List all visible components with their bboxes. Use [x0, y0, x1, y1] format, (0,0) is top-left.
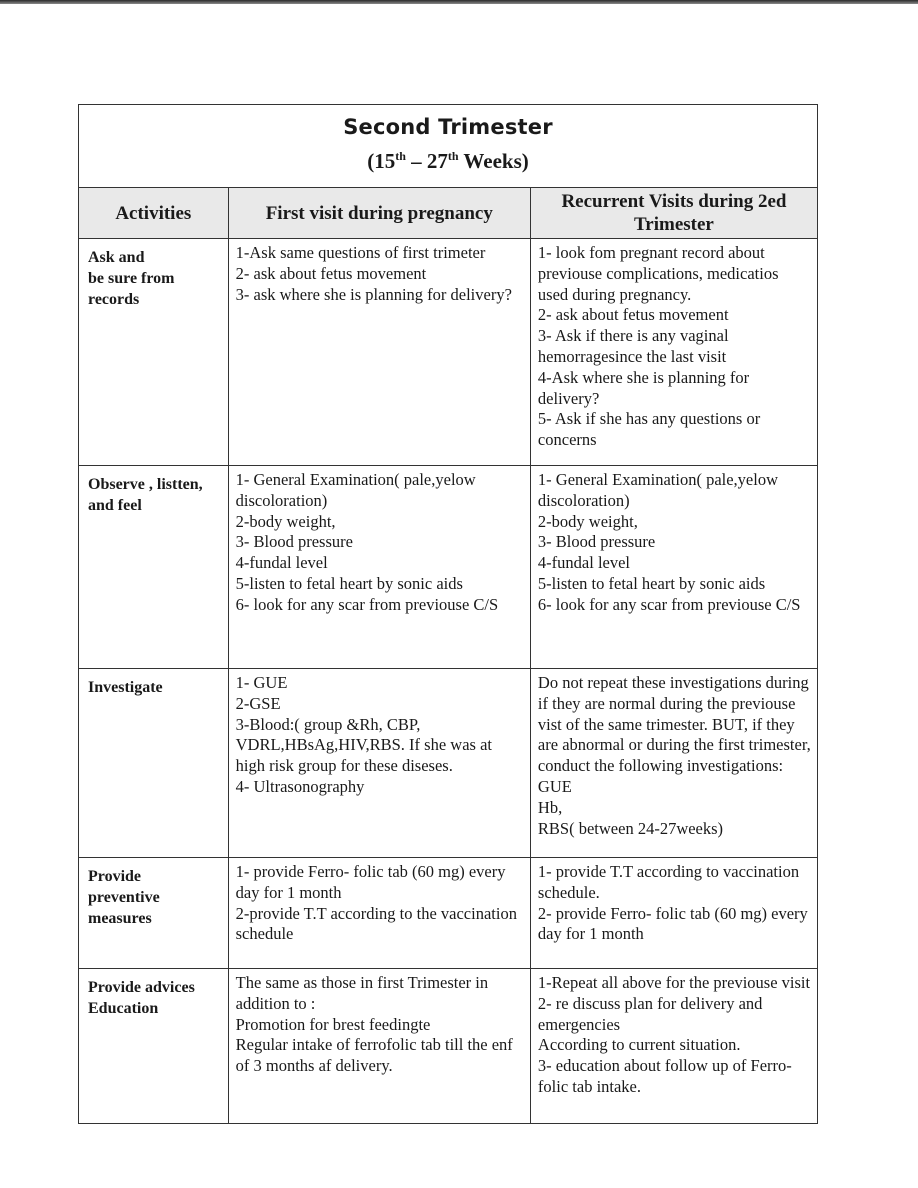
activity-cell: [79, 466, 229, 669]
week-range-part: th: [395, 149, 406, 163]
week-range-part: th: [447, 149, 459, 163]
week-range-part: – 27: [405, 149, 448, 173]
activity-cell: [79, 858, 229, 969]
cell-text-line: 2-provide T.T according to the vaccination schedule: [235, 903, 517, 944]
table-row: [79, 239, 818, 466]
cell-text-line: 3- Blood pressure: [235, 532, 353, 552]
cell-text-line: 4-fundal level: [537, 553, 631, 573]
cell-text-line: Provide: [88, 868, 142, 885]
cell-text-line: measures: [88, 910, 152, 927]
cell-text-line: 1- General Examination( pale,yelow discoloration): [235, 470, 476, 510]
week-range-part: Weeks): [458, 149, 529, 173]
cell-text-line: Education: [88, 1000, 159, 1017]
cell-text-line: According to current situation.: [537, 1035, 741, 1055]
cell-text-line: 3- ask where she is planning for delivery?: [235, 284, 512, 304]
cell-text-line: 1-Ask same questions of first trimeter: [235, 243, 486, 262]
cell-text-line: 1- General Examination( pale,yelow discoloration): [537, 470, 778, 510]
cell-text-line: 6- look for any scar from previouse C/S: [235, 594, 499, 614]
cell-text-line: 5-listen to fetal heart by sonic aids: [537, 573, 766, 593]
recurrent-visit-cell: [530, 858, 817, 969]
table-row: [79, 466, 818, 669]
cell-text-line: 3- Ask if there is any vaginal hemorragesince the last visit: [537, 326, 729, 366]
cell-text-line: 1- look fom pregnant record about previouse complications, medicatios used during pregnancy.: [537, 243, 779, 304]
table-row: [79, 858, 818, 969]
cell-text-line: 1-Repeat all above for the previouse visit: [537, 973, 811, 992]
week-range: [79, 141, 817, 176]
cell-text-line: 4-Ask where she is planning for delivery?: [537, 367, 750, 408]
recurrent-visit-cell: [530, 239, 817, 466]
cell-text-line: 2-body weight,: [537, 511, 638, 531]
cell-text-line: 5- Ask if she has any questions or concerns: [537, 409, 761, 450]
cell-text-line: records: [88, 291, 140, 308]
header-first-visit: First visit during pregnancy: [228, 188, 530, 239]
recurrent-visit-cell: [530, 669, 817, 858]
cell-text-line: 3- Blood pressure: [537, 532, 656, 552]
table-row: [79, 669, 818, 858]
activity-cell: [79, 239, 229, 466]
first-visit-cell: [228, 466, 530, 669]
first-visit-cell: [228, 858, 530, 969]
cell-text-line: 2- ask about fetus movement: [235, 263, 427, 283]
title-cell: [79, 105, 818, 188]
cell-text-line: 1- provide Ferro- folic tab (60 mg) every day for 1 month: [235, 862, 506, 902]
cell-text-line: 2-body weight,: [235, 511, 336, 531]
page-title: Second Trimester: [343, 115, 553, 139]
cell-text-line: Provide advices: [88, 979, 195, 996]
cell-text-line: and feel: [88, 497, 142, 514]
first-visit-cell: [228, 969, 530, 1124]
cell-text-line: be sure from: [88, 270, 175, 287]
recurrent-visit-cell: [530, 466, 817, 669]
scan-edge: [0, 0, 918, 4]
cell-text-line: Observe , listten,: [88, 476, 203, 493]
cell-text-line: 2- re discuss plan for delivery and emergencies: [537, 993, 763, 1034]
cell-text-line: Ask and: [88, 249, 145, 266]
first-visit-cell: [228, 239, 530, 466]
trimester-table: [78, 104, 818, 1124]
recurrent-visit-cell: [530, 969, 817, 1124]
cell-text-line: 1- GUE: [235, 673, 288, 692]
table-row: [79, 969, 818, 1124]
header-recurrent-visits: Recurrent Visits during 2ed Trimester: [530, 188, 817, 239]
week-range-part: (15: [367, 149, 396, 173]
cell-text-line: RBS( between 24-27weeks): [537, 818, 724, 838]
cell-text-line: Regular intake of ferrofolic tab till the enf of 3 months af delivery.: [235, 1035, 513, 1076]
cell-text-line: Investigate: [88, 679, 163, 696]
cell-text-line: The same as those in first Trimester in addition to :: [235, 973, 489, 1013]
cell-text-line: 4-fundal level: [235, 553, 328, 573]
header-activities: Activities: [79, 188, 229, 239]
cell-text-line: GUE: [537, 776, 572, 796]
activity-cell: [79, 669, 229, 858]
cell-text-line: 5-listen to fetal heart by sonic aids: [235, 573, 463, 593]
cell-text-line: 2- provide Ferro- folic tab (60 mg) every day for 1 month: [537, 903, 808, 944]
cell-text-line: 3-Blood:( group &Rh, CBP, VDRL,HBsAg,HIV,RBS. If she was at high risk group for these diseses.: [235, 714, 492, 776]
first-visit-cell: [228, 669, 530, 858]
cell-text-line: Hb,: [537, 797, 563, 817]
cell-text-line: 2- ask about fetus movement: [537, 305, 729, 325]
cell-text-line: 1- provide T.T according to vaccination schedule.: [537, 862, 800, 902]
cell-text-line: 4- Ultrasonography: [235, 776, 365, 796]
activity-cell: [79, 969, 229, 1124]
cell-text-line: 6- look for any scar from previouse C/S: [537, 594, 801, 614]
cell-text-line: 3- education about follow up of Ferro- folic tab intake.: [537, 1056, 792, 1096]
cell-text-line: 2-GSE: [235, 693, 281, 713]
cell-text-line: Promotion for brest feedingte: [235, 1014, 431, 1034]
cell-text-line: Do not repeat these investigations during if they are normal during the previouse vist of the same trimester. BUT, if they are abnormal or during the first trimester, conduct the following investigations:: [537, 673, 811, 776]
cell-text-line: preventive: [88, 889, 160, 906]
